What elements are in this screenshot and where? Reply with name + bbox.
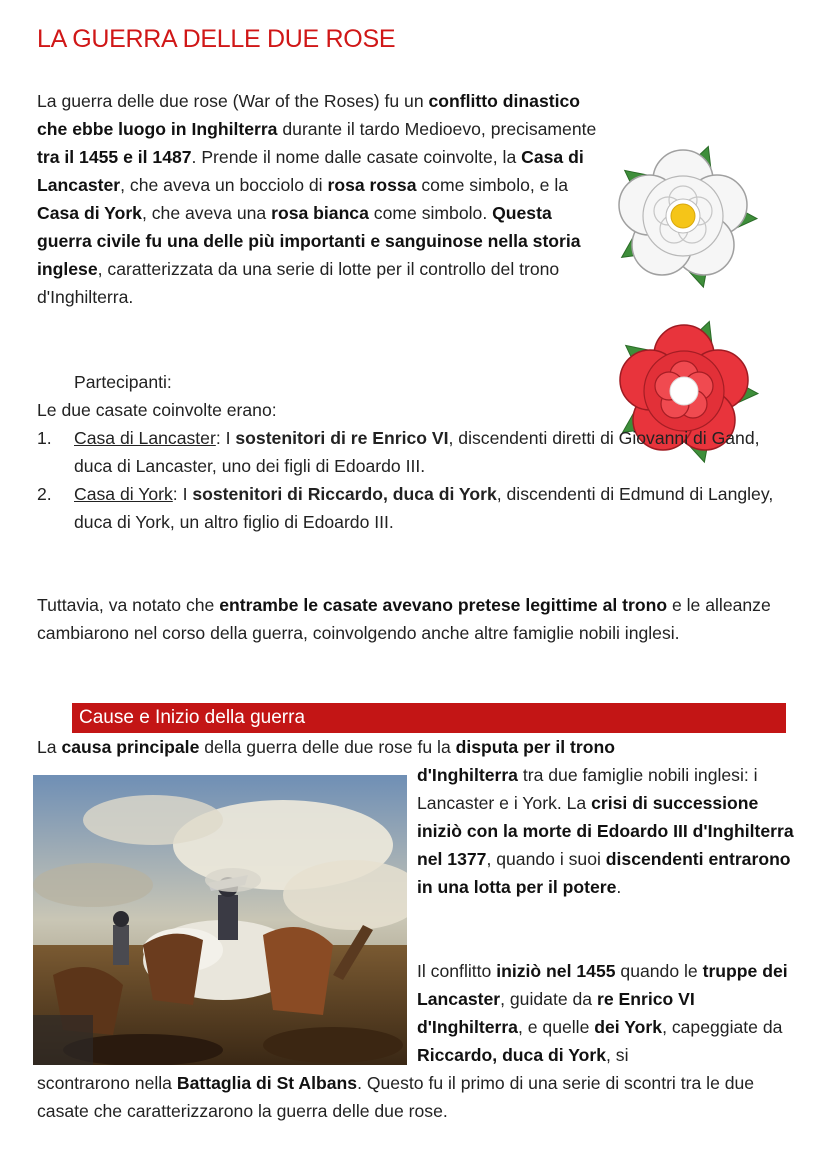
participants-lead: Le due casate coinvolte erano:: [37, 400, 277, 420]
house-york-link: Casa di York: [74, 484, 173, 504]
participants-heading: Partecipanti:: [74, 372, 172, 392]
conflict-paragraph: Il conflitto iniziò nel 1455 quando le truppe dei Lancaster, guidate da re Enrico VI d'Inghilterra, e quelle dei York, capeggiate da Riccardo, duca di York, si: [417, 961, 788, 1065]
tuttavia-paragraph: Tuttavia, va notato che entrambe le casate avevano pretese legittime al trono e le alleanze cambiarono nel corso della guerra, coinvolgendo anche altre famiglie nobili inglesi.: [37, 595, 771, 643]
house-lancaster-link: Casa di Lancaster: [74, 428, 216, 448]
white-rose-york-icon: [607, 140, 759, 292]
list-item: 2. Casa di York: I sostenitori di Riccardo, duca di York, discendenti di Edmund di Langley, duca di York, un altro figlio di Edoardo III.: [37, 484, 774, 532]
conflict-tail-paragraph: scontrarono nella Battaglia di St Albans. Questo fu il primo di una serie di scontri tra le due casate che caratterizzarono la guerra delle due rose.: [37, 1073, 755, 1121]
list-item: 1. Casa di Lancaster: I sostenitori di re Enrico VI, discendenti diretti di Giovanni di Gand, duca di Lancaster, uno dei figli di Edoardo III.: [37, 428, 760, 476]
battle-painting-image: [33, 775, 407, 1065]
intro-paragraph: La guerra delle due rose (War of the Roses) fu un conflitto dinastico che ebbe luogo in Inghilterra durante il tardo Medioevo, precisamente tra il 1455 e il 1487. Prende il nome dalle casate coinvolte, la Casa di Lancaster, che aveva un bocciolo di rosa rossa come simbolo, e la Casa di York, che aveva una rosa bianca come simbolo. Questa guerra civile fu una delle più importanti e sanguinose nella storia inglese, caratterizzata da una serie di lotte per il controllo del trono d'Inghilterra.: [37, 91, 597, 307]
page-title: LA GUERRA DELLE DUE ROSE: [37, 25, 396, 53]
cause-first-line: La causa principale della guerra delle due rose fu la disputa per il trono: [37, 737, 615, 757]
section-heading-bar: Cause e Inizio della guerra: [72, 703, 786, 733]
participants-list: [37, 424, 797, 536]
cause-right-column: d'Inghilterra tra due famiglie nobili inglesi: i Lancaster e i York. La crisi di successione iniziò con la morte di Edoardo III d'Inghilterra nel 1377, quando i suoi discendenti entrarono in una lotta per il potere.: [417, 765, 794, 897]
